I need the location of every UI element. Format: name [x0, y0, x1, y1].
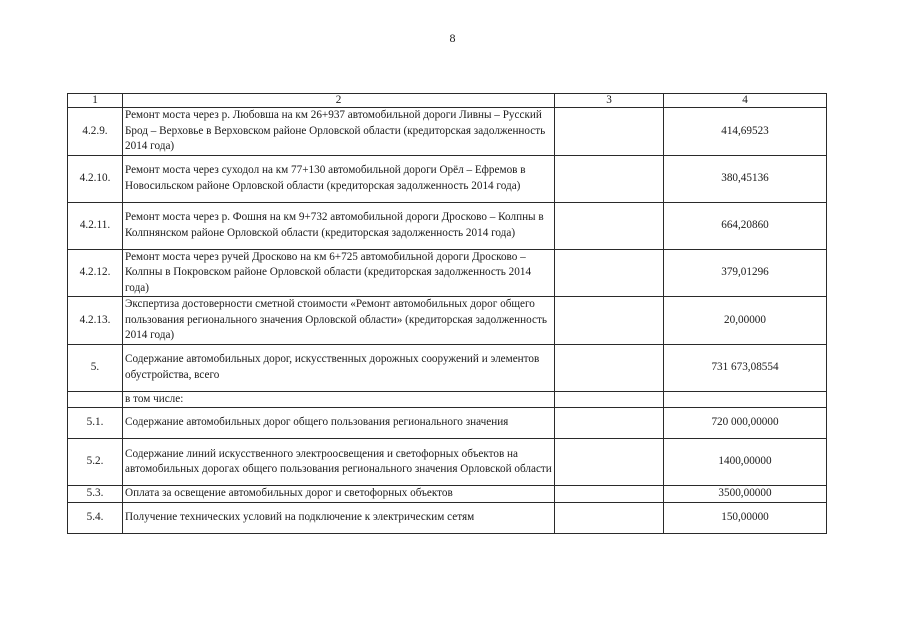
table-row: [68, 502, 827, 533]
row-col3: [555, 202, 664, 249]
row-number: 5.1.: [68, 408, 123, 439]
table-row: [68, 344, 827, 391]
table-row: [68, 249, 827, 297]
table-row: [68, 297, 827, 345]
row-number: 4.2.11.: [68, 202, 123, 249]
row-description: Ремонт моста через ручей Дросково на км 6+725 автомобильной дороги Дросково – Колпны в Покровском районе Орловской области (кредиторская задолженность 2014 года): [123, 249, 555, 297]
row-description: Содержание автомобильных дорог общего пользования регионального значения: [123, 408, 555, 439]
row-description: Ремонт моста через р. Любовша на км 26+937 автомобильной дороги Ливны – Русский Брод – Верховье в Верховском районе Орловской области (кредиторская задолженность 2014 года): [123, 108, 555, 156]
row-number: 4.2.12.: [68, 249, 123, 297]
row-description: Оплата за освещение автомобильных дорог и светофорных объектов: [123, 486, 555, 503]
budget-table: [67, 93, 827, 534]
table-row: [68, 486, 827, 503]
row-col3: [555, 108, 664, 156]
table-row: [68, 155, 827, 202]
row-amount: 379,01296: [664, 249, 827, 297]
row-col3: [555, 439, 664, 486]
table-row: [68, 202, 827, 249]
row-description: Содержание автомобильных дорог, искусственных дорожных сооружений и элементов обустройства, всего: [123, 344, 555, 391]
row-amount: 731 673,08554: [664, 344, 827, 391]
row-amount: 380,45136: [664, 155, 827, 202]
row-col3: [555, 344, 664, 391]
row-amount: 150,00000: [664, 502, 827, 533]
row-col3: [555, 502, 664, 533]
row-description: Экспертиза достоверности сметной стоимости «Ремонт автомобильных дорог общего пользования регионального значения Орловской области» (кредиторская задолженность 2014 года): [123, 297, 555, 345]
row-description: Содержание линий искусственного электроосвещения и светофорных объектов на автомобильных дорогах общего пользования регионального значения Орловской области: [123, 439, 555, 486]
row-number: 5.: [68, 344, 123, 391]
row-description: в том числе:: [123, 391, 555, 408]
header-cell-4: 4: [664, 94, 827, 108]
row-description: Ремонт моста через р. Фошня на км 9+732 автомобильной дороги Дросково – Колпны в Колпнянском районе Орловской области (кредиторская задолженность 2014 года): [123, 202, 555, 249]
table-row: [68, 439, 827, 486]
header-cell-1: 1: [68, 94, 123, 108]
row-number: 5.4.: [68, 502, 123, 533]
row-col3: [555, 408, 664, 439]
row-amount: 414,69523: [664, 108, 827, 156]
row-amount: 664,20860: [664, 202, 827, 249]
header-cell-3: 3: [555, 94, 664, 108]
table-row: [68, 108, 827, 156]
row-number: 4.2.9.: [68, 108, 123, 156]
page-number: 8: [449, 31, 456, 45]
row-col3: [555, 391, 664, 408]
row-col3: [555, 486, 664, 503]
row-number: 5.2.: [68, 439, 123, 486]
row-description: Получение технических условий на подключение к электрическим сетям: [123, 502, 555, 533]
row-amount: 1400,00000: [664, 439, 827, 486]
row-amount: 20,00000: [664, 297, 827, 345]
row-number: 4.2.10.: [68, 155, 123, 202]
table-row: [68, 408, 827, 439]
table-row: [68, 391, 827, 408]
row-number: 5.3.: [68, 486, 123, 503]
header-cell-2: 2: [123, 94, 555, 108]
row-number: 4.2.13.: [68, 297, 123, 345]
row-amount: [664, 391, 827, 408]
row-amount: 3500,00000: [664, 486, 827, 503]
table-header-row: [68, 94, 827, 108]
row-amount: 720 000,00000: [664, 408, 827, 439]
row-col3: [555, 155, 664, 202]
row-col3: [555, 249, 664, 297]
row-col3: [555, 297, 664, 345]
row-number: [68, 391, 123, 408]
row-description: Ремонт моста через суходол на км 77+130 автомобильной дороги Орёл – Ефремов в Новосильском районе Орловской области (кредиторская задолженность 2014 года): [123, 155, 555, 202]
